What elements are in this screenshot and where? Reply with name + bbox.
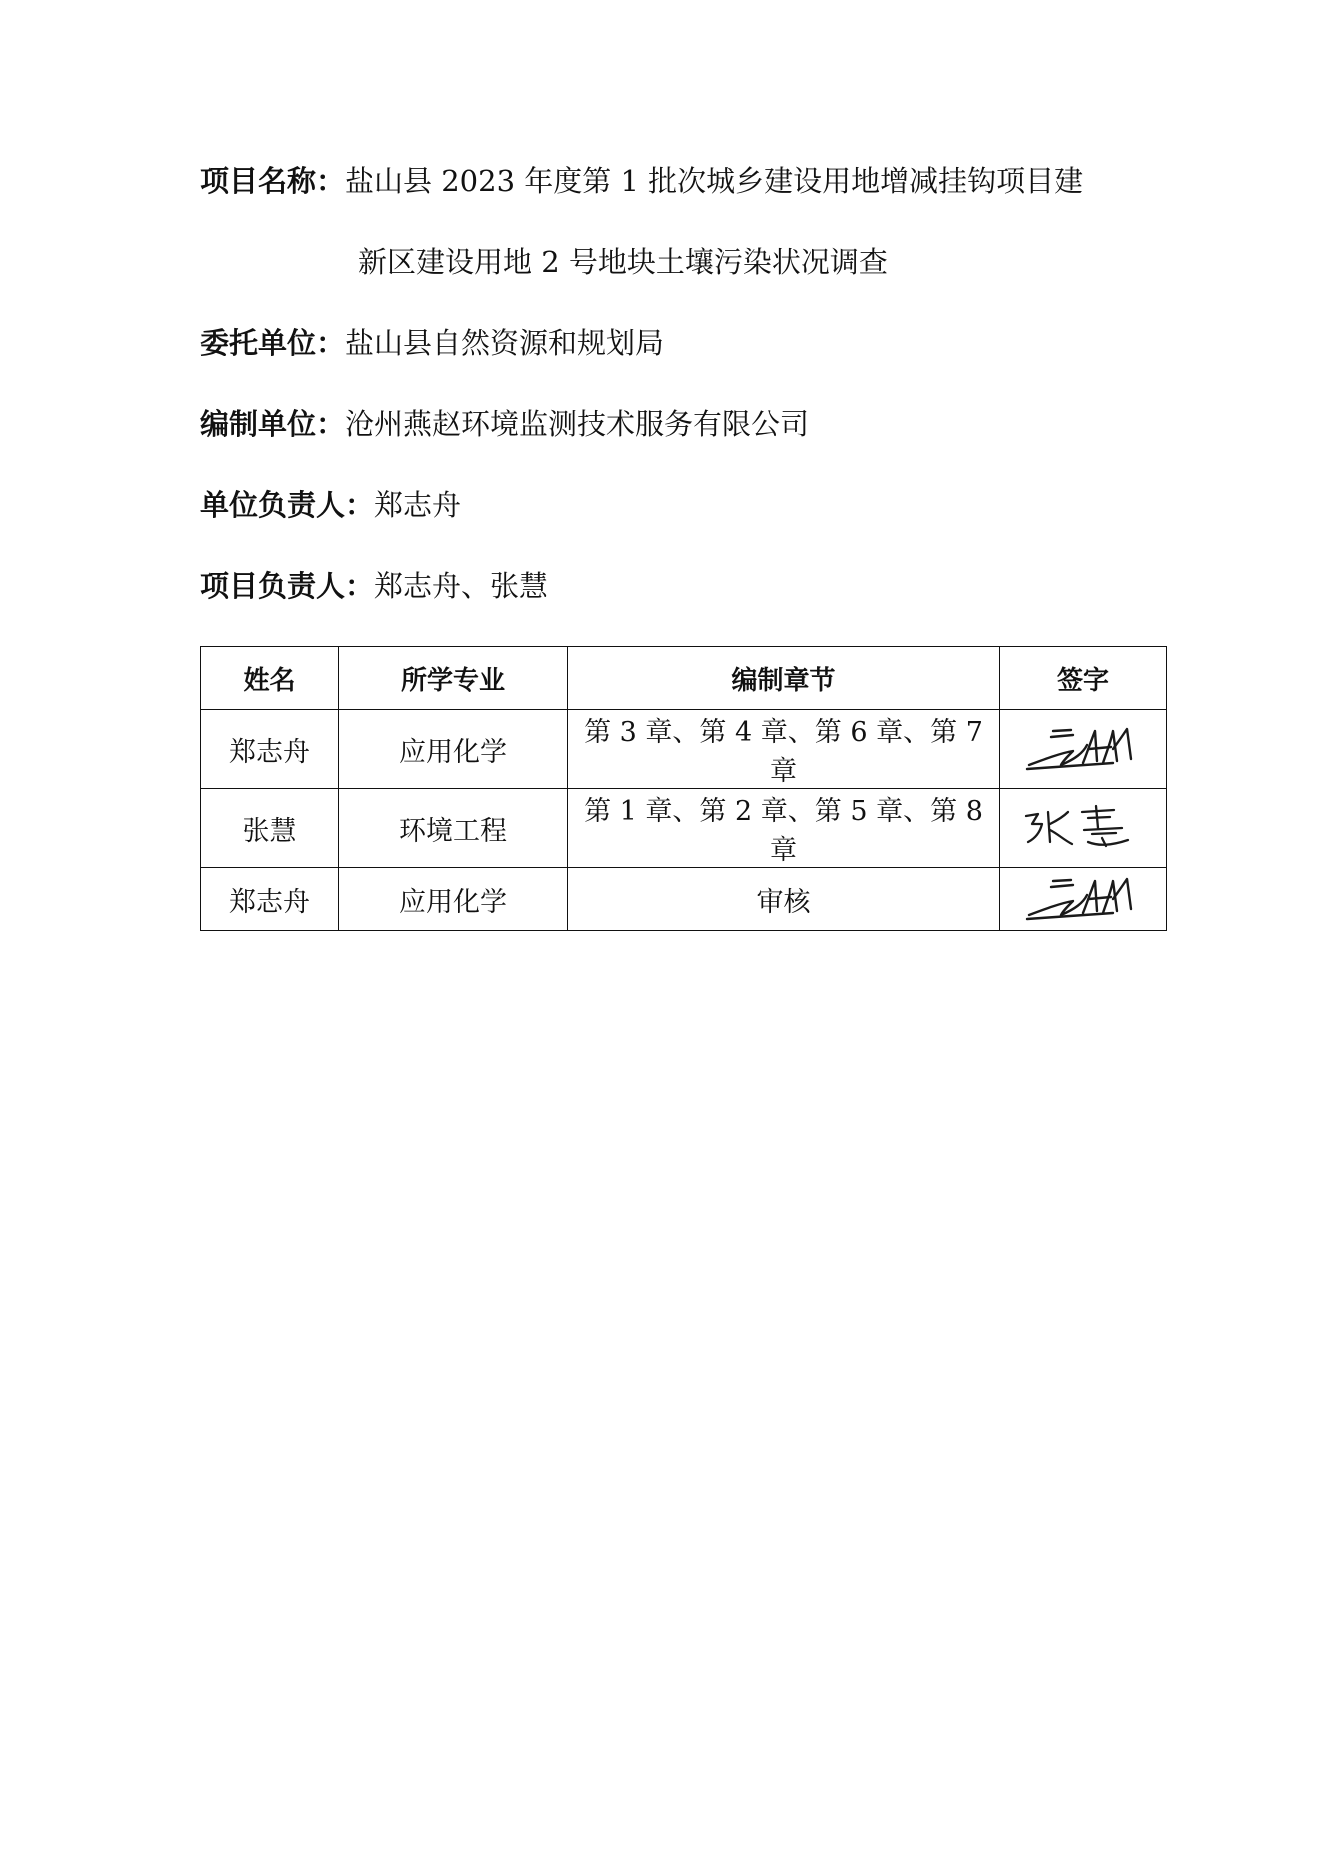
cell-chapters: 第 1 章、第 2 章、第 5 章、第 8 章 [568, 789, 1000, 868]
project-name-value-line2: 新区建设用地 2 号地块土壤污染状况调查 [358, 245, 888, 279]
project-name-label: 项目名称： [200, 164, 346, 198]
cell-major: 应用化学 [339, 868, 568, 931]
header-chapters: 编制章节 [568, 647, 1000, 710]
table-row [201, 789, 1167, 868]
table-header-row [201, 647, 1167, 710]
project-name-row-continued [358, 242, 888, 282]
signature-zhang-hui [1018, 802, 1148, 854]
project-name-row [200, 161, 1083, 201]
header-name: 姓名 [201, 647, 339, 710]
project-head-row [200, 566, 548, 606]
cell-major: 应用化学 [339, 710, 568, 789]
table-row [201, 868, 1167, 931]
cell-name: 郑志舟 [201, 710, 339, 789]
staff-table [200, 646, 1167, 931]
signature-zheng-zhizhou [1023, 723, 1143, 775]
compiler-label: 编制单位： [200, 407, 346, 441]
compiler-row [200, 404, 809, 444]
project-head-label: 项目负责人： [200, 569, 375, 603]
project-head-value: 郑志舟、张慧 [374, 569, 549, 603]
cell-name: 张慧 [201, 789, 339, 868]
signature-zheng-zhizhou [1023, 873, 1143, 925]
unit-head-label: 单位负责人： [200, 488, 375, 522]
cell-major: 环境工程 [339, 789, 568, 868]
cell-chapters: 审核 [568, 868, 1000, 931]
client-value: 盐山县自然资源和规划局 [345, 326, 665, 360]
project-name-value-line1: 盐山县 2023 年度第 1 批次城乡建设用地增减挂钩项目建 [345, 164, 1084, 198]
cell-signature [1000, 789, 1167, 868]
table-row [201, 710, 1167, 789]
cell-name: 郑志舟 [201, 868, 339, 931]
cell-chapters: 第 3 章、第 4 章、第 6 章、第 7 章 [568, 710, 1000, 789]
cell-signature [1000, 868, 1167, 931]
cell-signature [1000, 710, 1167, 789]
client-row [200, 323, 664, 363]
header-major: 所学专业 [339, 647, 568, 710]
unit-head-value: 郑志舟 [374, 488, 462, 522]
header-signature: 签字 [1000, 647, 1167, 710]
compiler-value: 沧州燕赵环境监测技术服务有限公司 [345, 407, 810, 441]
client-label: 委托单位： [200, 326, 346, 360]
unit-head-row [200, 485, 461, 525]
